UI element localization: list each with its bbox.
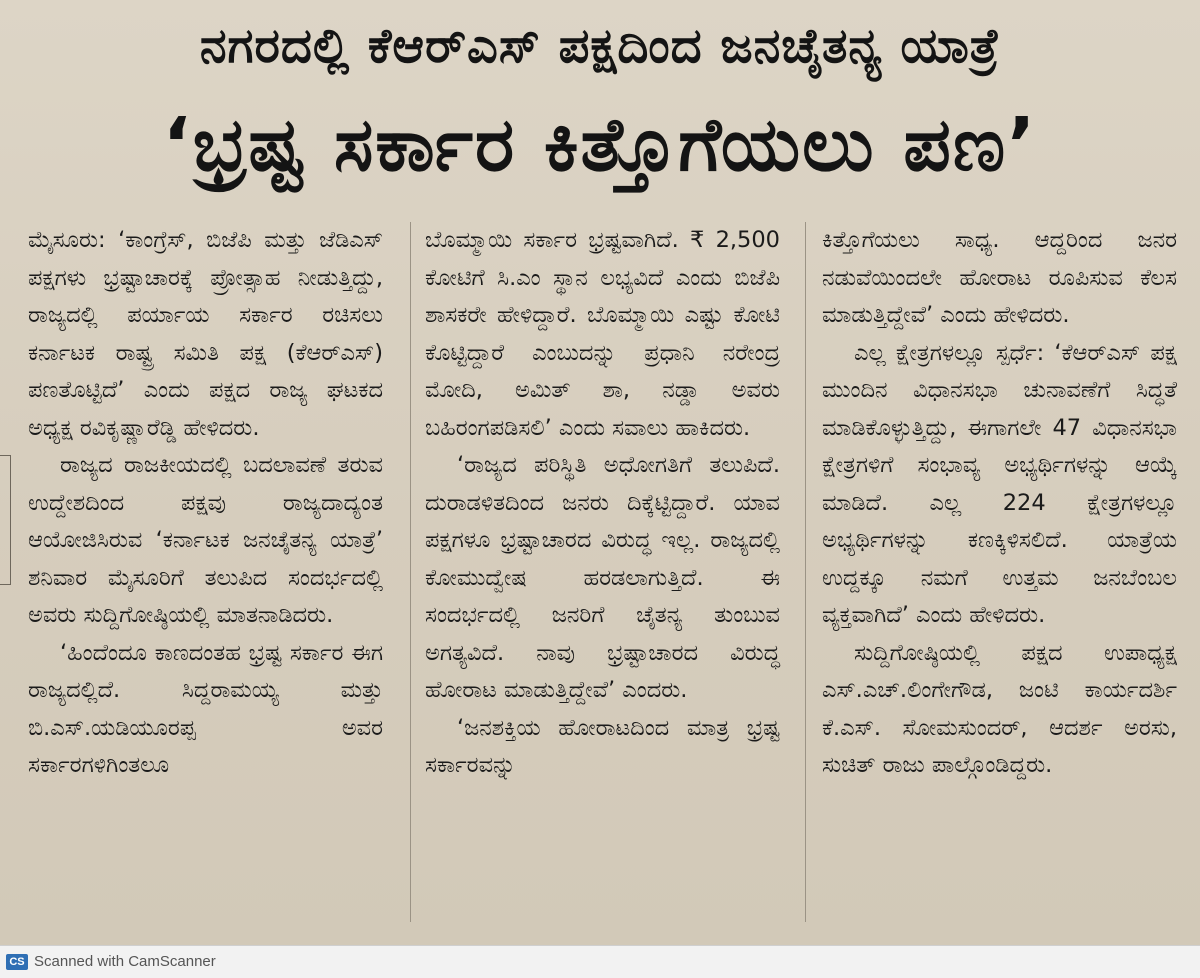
kicker-headline: ನಗರದಲ್ಲಿ ಕೆಆರ್‌ಎಸ್ ಪಕ್ಷದಿಂದ ಜನಚೈತನ್ಯ ಯಾತ್ರೆ: [199, 18, 1001, 74]
paragraph: ‘ಹಿಂದೆಂದೂ ಕಾಣದಂತಹ ಭ್ರಷ್ಟ ಸರ್ಕಾರ ಈಗ ರಾಜ್ಯದಲ್ಲಿದೆ. ಸಿದ್ದರಾಮಯ್ಯ ಮತ್ತು ಬಿ.ಎಸ್.ಯಡಿಯೂರಪ್ಪ ಅವರ ಸರ್ಕಾರಗಳಿಗಿಂತಲೂ: [28, 639, 383, 778]
margin-box-fragment: [0, 455, 11, 585]
article-column-3: [822, 222, 1177, 785]
paragraph: ಕಿತ್ತೊಗೆಯಲು ಸಾಧ್ಯ. ಆದ್ದರಿಂದ ಜನರ ನಡುವೆಯಿಂದಲೇ ಹೋರಾಟ ರೂಪಿಸುವ ಕೆಲಸ ಮಾಡುತ್ತಿದ್ದೇವೆ’ ಎಂದು ಹೇಳಿದರು.: [822, 227, 1177, 328]
camscanner-logo-icon: CS: [6, 954, 28, 970]
column-divider: [410, 222, 411, 922]
article-column-1: [28, 222, 383, 785]
paragraph: ‘ರಾಜ್ಯದ ಪರಿಸ್ಥಿತಿ ಅಧೋಗತಿಗೆ ತಲುಪಿದೆ. ದುರಾಡಳಿತದಿಂದ ಜನರು ದಿಕ್ಕೆಟ್ಟಿದ್ದಾರೆ. ಯಾವ ಪಕ್ಷಗಳೂ ಭ್ರಷ್ಟಾಚಾರದ ವಿರುದ್ಧ ಇಲ್ಲ. ರಾಜ್ಯದಲ್ಲಿ ಕೋಮುದ್ವೇಷ ಹರಡಲಾಗುತ್ತಿದೆ. ಈ ಸಂದರ್ಭದಲ್ಲಿ ಜನರಿಗೆ ಚೈತನ್ಯ ತುಂಬುವ ಅಗತ್ಯವಿದೆ. ನಾವು ಭ್ರಷ್ಟಾಚಾರದ ವಿರುದ್ಧ ಹೋರಾಟ ಮಾಡುತ್ತಿದ್ದೇವೆ’ ಎಂದರು.: [425, 452, 780, 703]
paragraph: ಮೈಸೂರು: ‘ಕಾಂಗ್ರೆಸ್, ಬಿಜೆಪಿ ಮತ್ತು ಜೆಡಿಎಸ್ ಪಕ್ಷಗಳು ಭ್ರಷ್ಟಾಚಾರಕ್ಕೆ ಪ್ರೋತ್ಸಾಹ ನೀಡುತ್ತಿದ್ದು, ರಾಜ್ಯದಲ್ಲಿ ಪರ್ಯಾಯ ಸರ್ಕಾರ ರಚಿಸಲು ಕರ್ನಾಟಕ ರಾಷ್ಟ್ರ ಸಮಿತಿ ಪಕ್ಷ (ಕೆಆರ್‌ಎಸ್) ಪಣತೊಟ್ಟಿದೆ’ ಎಂದು ಪಕ್ಷದ ರಾಜ್ಯ ಘಟಕದ ಅಧ್ಯಕ್ಷ ರವಿಕೃಷ್ಣಾರೆಡ್ಡಿ ಹೇಳಿದರು.: [28, 227, 383, 441]
paragraph: ಸುದ್ದಿಗೋಷ್ಠಿಯಲ್ಲಿ ಪಕ್ಷದ ಉಪಾಧ್ಯಕ್ಷ ಎಸ್.ಎಚ್.ಲಿಂಗೇಗೌಡ, ಜಂಟಿ ಕಾರ್ಯದರ್ಶಿ ಕೆ.ಎಸ್. ಸೋಮಸುಂದರ್, ಆದರ್ಶ ಅರಸು, ಸುಚಿತ್ ರಾಜು ಪಾಲ್ಗೊಂಡಿದ್ದರು.: [822, 639, 1177, 778]
column-divider: [805, 222, 806, 922]
paragraph: ರಾಜ್ಯದ ರಾಜಕೀಯದಲ್ಲಿ ಬದಲಾವಣೆ ತರುವ ಉದ್ದೇಶದಿಂದ ಪಕ್ಷವು ರಾಜ್ಯದಾದ್ಯಂತ ಆಯೋಜಿಸಿರುವ ‘ಕರ್ನಾಟಕ ಜನಚೈತನ್ಯ ಯಾತ್ರೆ’ ಶನಿವಾರ ಮೈಸೂರಿಗೆ ತಲುಪಿದ ಸಂದರ್ಭದಲ್ಲಿ ಅವರು ಸುದ್ದಿಗೋಷ್ಠಿಯಲ್ಲಿ ಮಾತನಾಡಿದರು.: [28, 452, 383, 628]
paragraph: ‘ಜನಶಕ್ತಿಯ ಹೋರಾಟದಿಂದ ಮಾತ್ರ ಭ್ರಷ್ಟ ಸರ್ಕಾರವನ್ನು: [425, 714, 780, 778]
paragraph: ಬೊಮ್ಮಾಯಿ ಸರ್ಕಾರ ಭ್ರಷ್ಟವಾಗಿದೆ. ₹ 2,500 ಕೋಟಿಗೆ ಸಿ.ಎಂ ಸ್ಥಾನ ಲಭ್ಯವಿದೆ ಎಂದು ಬಿಜೆಪಿ ಶಾಸಕರೇ ಹೇಳಿದ್ದಾರೆ. ಬೊಮ್ಮಾಯಿ ಎಷ್ಟು ಕೋಟಿ ಕೊಟ್ಟಿದ್ದಾರೆ ಎಂಬುದನ್ನು ಪ್ರಧಾನಿ ನರೇಂದ್ರ ಮೋದಿ, ಅಮಿತ್ ಶಾ, ನಡ್ಡಾ ಅವರು ಬಹಿರಂಗಪಡಿಸಲಿ’ ಎಂದು ಸವಾಲು ಹಾಕಿದರು.: [425, 227, 780, 441]
scanner-watermark-label: Scanned with CamScanner: [34, 953, 216, 970]
scanner-footer: [0, 945, 1200, 978]
main-headline: ‘ಭ್ರಷ್ಟ ಸರ್ಕಾರ ಕಿತ್ತೊಗೆಯಲು ಪಣ’: [162, 102, 1038, 188]
article-column-2: [425, 222, 780, 785]
paragraph: ಎಲ್ಲ ಕ್ಷೇತ್ರಗಳಲ್ಲೂ ಸ್ಪರ್ಧೆ: ‘ಕೆಆರ್‌ಎಸ್ ಪಕ್ಷ ಮುಂದಿನ ವಿಧಾನಸಭಾ ಚುನಾವಣೆಗೆ ಸಿದ್ಧತೆ ಮಾಡಿಕೊಳ್ಳುತ್ತಿದ್ದು, ಈಗಾಗಲೇ 47 ವಿಧಾನಸಭಾ ಕ್ಷೇತ್ರಗಳಿಗೆ ಸಂಭಾವ್ಯ ಅಭ್ಯರ್ಥಿಗಳನ್ನು ಆಯ್ಕೆ ಮಾಡಿದೆ. ಎಲ್ಲ 224 ಕ್ಷೇತ್ರಗಳಲ್ಲೂ ಅಭ್ಯರ್ಥಿಗಳನ್ನು ಕಣಕ್ಕಿಳಿಸಲಿದೆ. ಯಾತ್ರೆಯ ಉದ್ದಕ್ಕೂ ನಮಗೆ ಉತ್ತಮ ಜನಬೆಂಬಲ ವ್ಯಕ್ತವಾಗಿದೆ’ ಎಂದು ಹೇಳಿದರು.: [822, 339, 1177, 628]
